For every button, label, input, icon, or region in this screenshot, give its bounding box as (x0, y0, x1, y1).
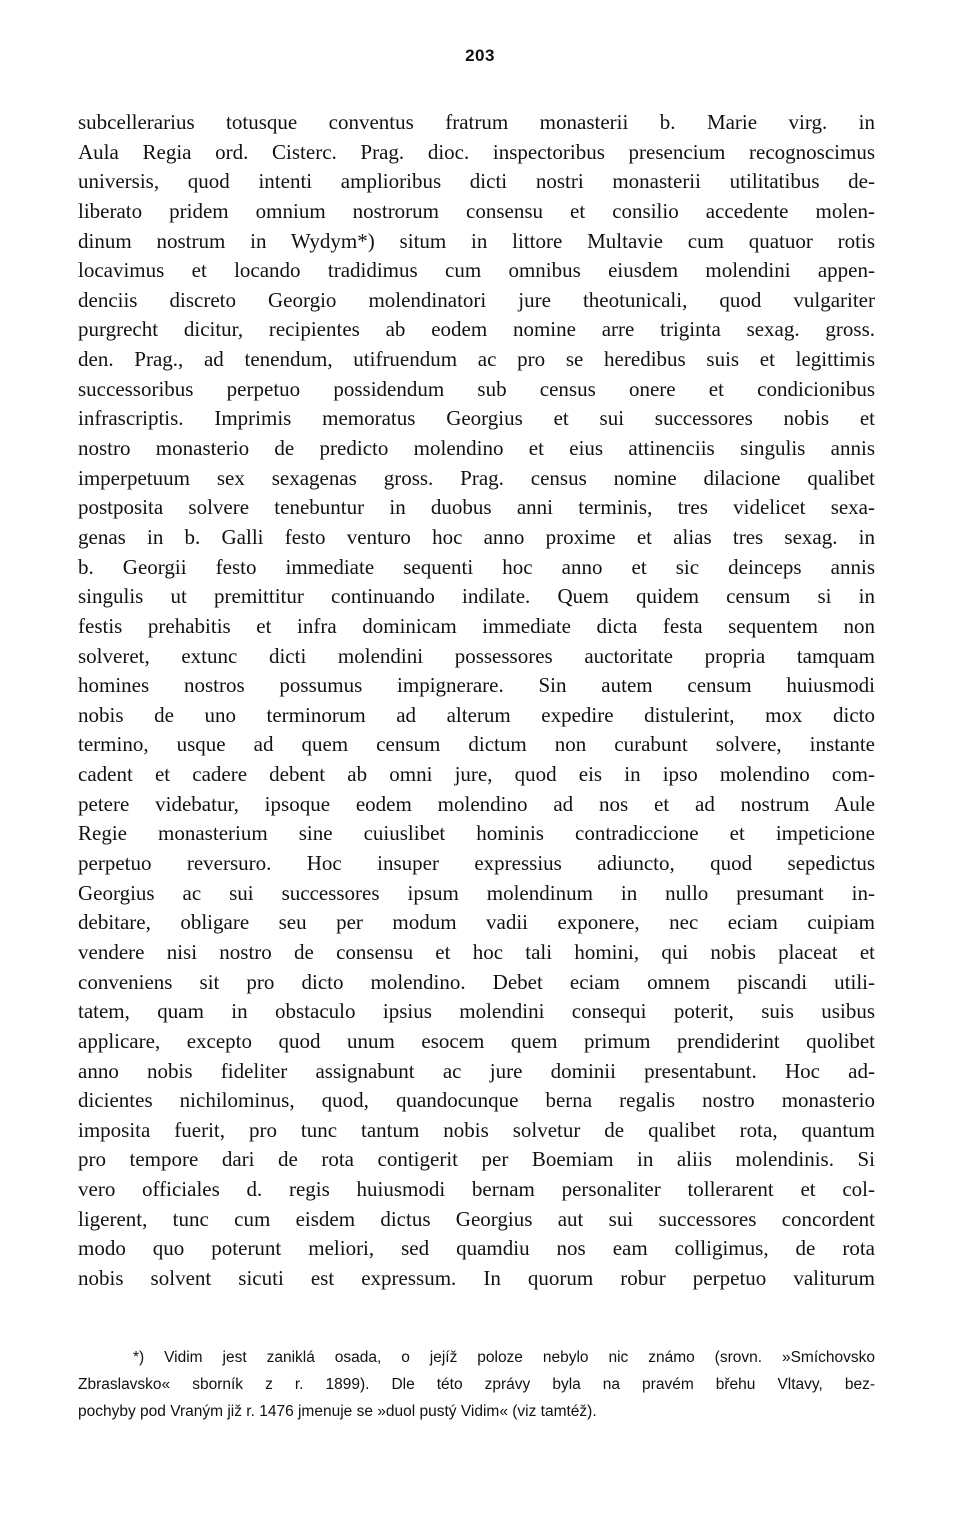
body-line: conveniens sit pro dicto molendino. Debet eciam omnem piscandi utili- (78, 969, 875, 994)
body-line: den. Prag., ad tenendum, utifruendum ac pro se heredibus suis et legittimis (78, 347, 875, 372)
body-line: termino, usque ad quem censum dictum non curabunt solvere, instante (78, 732, 875, 757)
footnote-block (78, 1344, 875, 1425)
body-line: denciis discreto Georgio molendinatori jure theotunicali, quod vulgariter (78, 287, 875, 312)
body-line: homines nostros possumus impignerare. Sin autem censum huiusmodi (78, 673, 875, 698)
body-line: Regie monasterium sine cuiuslibet hominis contradiccione et impeticione (78, 821, 875, 846)
body-line: liberato pridem omnium nostrorum consensu et consilio accedente molen- (78, 198, 875, 223)
body-line: tatem, quam in obstaculo ipsius molendini consequi poterit, suis usibus (78, 999, 875, 1024)
footnote-line: Zbraslavsko« sborník z r. 1899). Dle této zprávy byla na pravém břehu Vltavy, bez- (78, 1376, 875, 1393)
body-line: nobis de uno terminorum ad alterum expedire distulerint, mox dicto (78, 702, 875, 727)
body-line: postposita solvere tenebuntur in duobus anni terminis, tres videlicet sexa- (78, 495, 875, 520)
body-text (78, 108, 875, 1294)
body-line: vendere nisi nostro de consensu et hoc tali homini, qui nobis placeat et (78, 939, 875, 964)
body-line: locavimus et locando tradidimus cum omnibus eiusdem molendini appen- (78, 258, 875, 283)
body-line: vero officiales d. regis huiusmodi bernam personaliter tollerarent et col- (78, 1177, 875, 1202)
body-line: modo quo poterunt meliori, sed quamdiu nos eam colligimus, de rota (78, 1236, 875, 1261)
page-number: 203 (465, 46, 495, 65)
footnote-line: *) Vidim jest zaniklá osada, o jejíž poloze nebylo nic známo (srovn. »Smíchovsko (133, 1349, 875, 1366)
body-line: dicientes nichilominus, quod, quandocunque berna regalis nostro monasterio (78, 1088, 875, 1113)
body-line: cadent et cadere debent ab omni jure, quod eis in ipso molendino com- (78, 762, 875, 787)
body-line: petere videbatur, ipsoque eodem molendino ad nos et ad nostrum Aule (78, 791, 875, 816)
body-line: dinum nostrum in Wydym*) situm in littore Multavie cum quatuor rotis (78, 228, 875, 253)
body-line: anno nobis fideliter assignabunt ac jure dominii presentabunt. Hoc ad- (78, 1058, 875, 1083)
body-line: successoribus perpetuo possidendum sub census onere et condicionibus (78, 376, 875, 401)
body-line: Georgius ac sui successores ipsum molendinum in nullo presumant in- (78, 880, 875, 905)
body-line: festis prehabitis et infra dominicam immediate dicta festa sequentem non (78, 613, 875, 638)
footnote-line: pochyby pod Vraným již r. 1476 jmenuje se »duol pustý Vidim« (viz tamtéž). (78, 1403, 597, 1420)
body-line: genas in b. Galli festo venturo hoc anno proxime et alias tres sexag. in (78, 524, 875, 549)
body-line: applicare, excepto quod unum esocem quem primum prendiderint quolibet (78, 1028, 875, 1053)
body-line: purgrecht dicitur, recipientes ab eodem nomine arre triginta sexag. gross. (78, 317, 875, 342)
body-line: ligerent, tunc cum eisdem dictus Georgius aut sui successores concordent (78, 1206, 875, 1231)
body-line: imperpetuum sex sexagenas gross. Prag. census nomine dilacione qualibet (78, 465, 875, 490)
body-line: debitare, obligare seu per modum vadii exponere, nec eciam cuipiam (78, 910, 875, 935)
body-line: b. Georgii festo immediate sequenti hoc anno et sic deinceps annis (78, 554, 875, 579)
body-line: Aula Regia ord. Cisterc. Prag. dioc. inspectoribus presencium recognoscimus (78, 139, 875, 164)
body-line: nostro monasterio de predicto molendino et eius attinenciis singulis annis (78, 436, 875, 461)
body-line: imposita fuerit, pro tunc tantum nobis solvetur de qualibet rota, quantum (78, 1117, 875, 1142)
body-line: pro tempore dari de rota contigerit per Boemiam in aliis molendinis. Si (78, 1147, 875, 1172)
body-line: universis, quod intenti amplioribus dicti nostri monasterii utilitatibus de- (78, 169, 875, 194)
body-line: nobis solvent sicuti est expressum. In quorum robur perpetuo valiturum (78, 1265, 875, 1290)
body-line: singulis ut premittitur continuando indilate. Quem quidem censum si in (78, 584, 875, 609)
body-line: perpetuo reversuro. Hoc insuper expressius adiuncto, quod sepedictus (78, 851, 875, 876)
body-line: subcellerarius totusque conventus fratrum monasterii b. Marie virg. in (78, 110, 875, 134)
body-line: solveret, extunc dicti molendini possessores auctoritate propria tamquam (78, 643, 875, 668)
body-line: infrascriptis. Imprimis memoratus Georgius et sui successores nobis et (78, 406, 875, 431)
